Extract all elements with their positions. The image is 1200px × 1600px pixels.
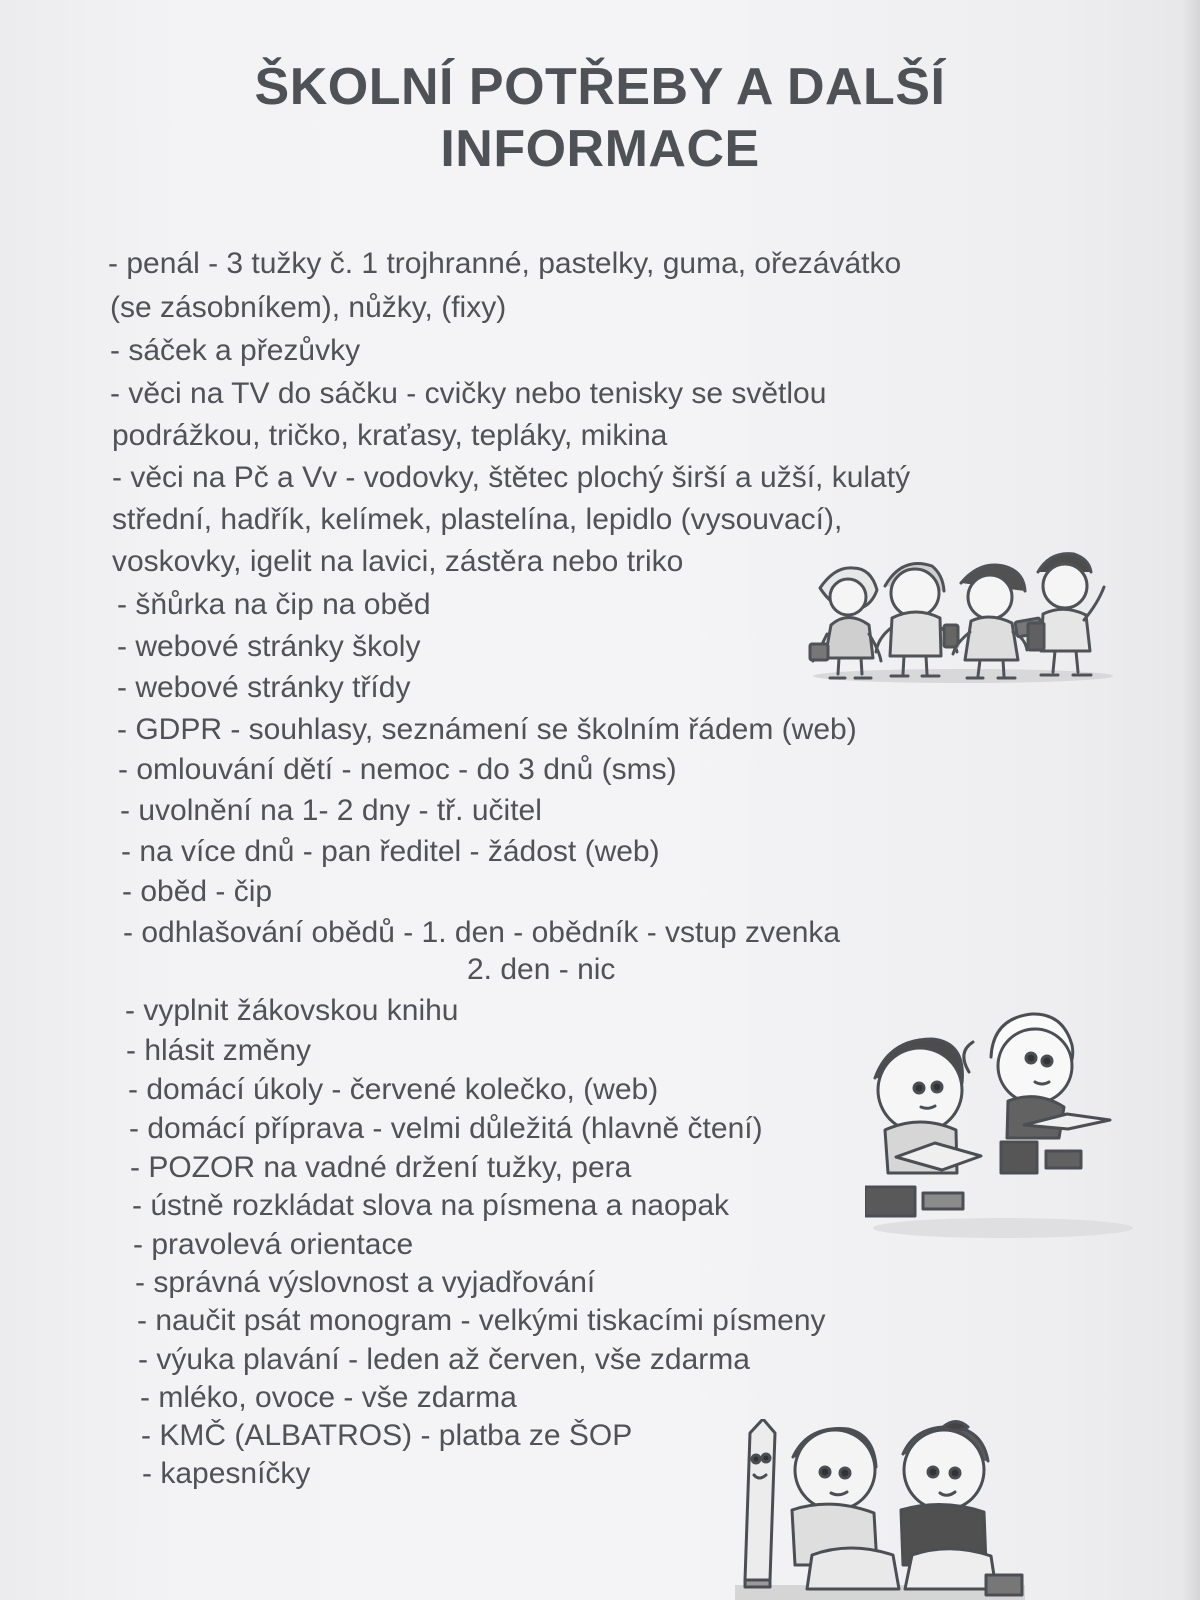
- list-item: podrážkou, tričko, kraťasy, tepláky, mikina: [112, 419, 668, 452]
- list-item: - odhlašování obědů - 1. den - obědník - vstup zvenka: [123, 916, 841, 949]
- list-item: - kapesníčky: [142, 1457, 311, 1490]
- children-with-pencil-drawing: [735, 1419, 1025, 1600]
- list-item: - sáček a přezůvky: [110, 334, 361, 367]
- title-line-2: INFORMACE: [440, 120, 760, 178]
- list-item: - ústně rozkládat slova na písmena a naopak: [132, 1189, 730, 1222]
- list-item: - KMČ (ALBATROS) - platba ze ŠOP: [141, 1419, 633, 1452]
- list-item: - penál - 3 tužky č. 1 trojhranné, pastelky, guma, ořezávátko: [108, 247, 902, 280]
- list-item: - pravolevá orientace: [133, 1228, 414, 1261]
- list-item: - věci na TV do sáčku - cvičky nebo tenisky se světlou: [110, 377, 827, 410]
- list-item: - mléko, ovoce - vše zdarma: [140, 1381, 517, 1414]
- list-item: - GDPR - souhlasy, seznámení se školním řádem (web): [117, 713, 857, 746]
- list-item: - správná výslovnost a vyjadřování: [135, 1266, 596, 1299]
- list-item: - domácí příprava - velmi důležitá (hlavně čtení): [129, 1112, 763, 1145]
- list-item: střední, hadřík, kelímek, plastelína, lepidlo (vysouvací),: [112, 503, 843, 536]
- two-children-reading-drawing: [865, 1006, 1140, 1252]
- list-item: (se zásobníkem), nůžky, (fixy): [110, 291, 507, 324]
- list-item: - oběd - čip: [122, 875, 273, 908]
- list-item: - webové stránky školy: [117, 630, 421, 663]
- list-item: - domácí úkoly - červené kolečko, (web): [128, 1073, 659, 1106]
- two-children-reading-icon: [865, 1006, 1140, 1252]
- four-children-icon: [805, 548, 1120, 690]
- list-item: - webové stránky třídy: [117, 671, 411, 704]
- list-item: - POZOR na vadné držení tužky, pera: [130, 1151, 632, 1184]
- list-item: - naučit psát monogram - velkými tiskacími písmeny: [137, 1304, 826, 1337]
- list-item: voskovky, igelit na lavici, zástěra nebo triko: [112, 545, 684, 578]
- list-item: - omlouvání dětí - nemoc - do 3 dnů (sms): [118, 753, 677, 786]
- list-item: - věci na Pč a Vv - vodovky, štětec plochý širší a užší, kulatý: [112, 461, 911, 494]
- list-item: - hlásit změny: [126, 1034, 312, 1067]
- list-item: 2. den - nic: [467, 953, 616, 986]
- list-item: - na více dnů - pan ředitel - žádost (web): [121, 835, 660, 868]
- page-title: [0, 56, 1200, 180]
- children-with-pencil-icon: [735, 1419, 1025, 1600]
- title-line-1: ŠKOLNÍ POTŘEBY A DALŠÍ: [254, 58, 946, 116]
- four-children-drawing: [805, 548, 1120, 690]
- list-item: - šňůrka na čip na oběd: [117, 588, 431, 621]
- paper-shadow: [1182, 0, 1200, 1600]
- list-item: - vyplnit žákovskou knihu: [125, 994, 459, 1027]
- list-item: - výuka plavání - leden až červen, vše zdarma: [138, 1343, 750, 1376]
- list-item: - uvolnění na 1- 2 dny - tř. učitel: [120, 794, 542, 827]
